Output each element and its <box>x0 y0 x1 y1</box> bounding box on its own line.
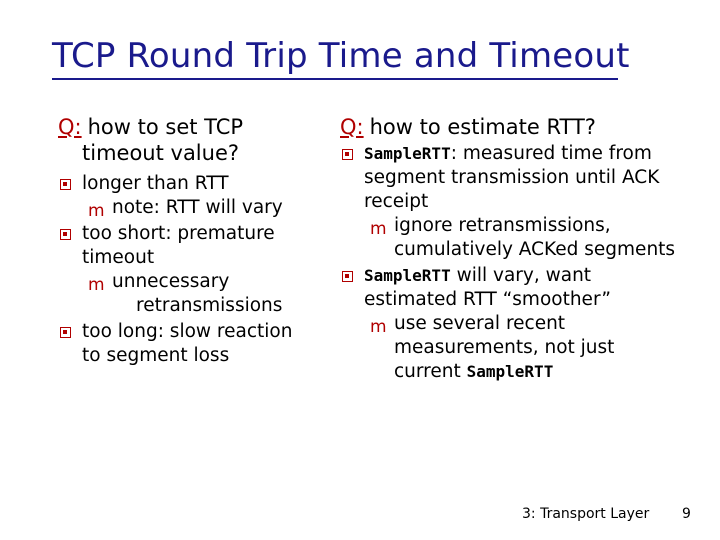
right-bullet-1-line3: receipt <box>364 191 429 212</box>
left-q-line2: timeout value? <box>82 141 240 165</box>
left-subbullet-1-text: note: RTT will vary <box>112 197 283 218</box>
left-bullet-3 <box>58 320 310 368</box>
m-bullet-icon: m <box>370 317 387 337</box>
left-question <box>58 114 310 166</box>
square-bullet-icon <box>342 271 353 282</box>
samplertt-code: SampleRTT <box>466 362 554 381</box>
left-subbullet-1 <box>58 196 310 220</box>
square-bullet-icon <box>60 179 71 190</box>
right-subbullet-2 <box>340 312 712 384</box>
right-bullet-1-line1: : measured time from <box>450 143 652 164</box>
right-bullet-2-line2: estimated RTT “smoother” <box>364 289 611 310</box>
left-bullet-1 <box>58 172 310 196</box>
left-q-line1: how to set TCP <box>87 115 244 139</box>
slide-title: TCP Round Trip Time and Timeout <box>52 36 630 76</box>
right-subbullet-2-line3: current <box>394 361 467 382</box>
left-bullet-2-line1: too short: premature <box>82 223 275 244</box>
page-number: 9 <box>682 506 691 522</box>
left-subbullet-2-line2: retransmissions <box>136 295 283 316</box>
footer-chapter: 3: Transport Layer <box>522 506 650 522</box>
left-bullet-3-line1: too long: slow reaction <box>82 321 293 342</box>
right-bullet-1-line2: segment transmission until ACK <box>364 167 660 188</box>
right-subbullet-2-line1: use several recent <box>394 313 566 334</box>
right-subbullet-1-line2: cumulatively ACKed segments <box>394 239 676 260</box>
right-bullet-2-line1: will vary, want <box>450 265 592 286</box>
m-bullet-icon: m <box>88 275 105 295</box>
left-q-mark: Q: <box>58 115 82 139</box>
square-bullet-icon <box>342 149 353 160</box>
right-q-mark: Q: <box>340 115 364 139</box>
right-bullet-2 <box>340 264 712 312</box>
m-bullet-icon: m <box>370 219 387 239</box>
left-bullet-3-line2: to segment loss <box>82 345 230 366</box>
left-column <box>58 114 310 368</box>
right-subbullet-1 <box>340 214 712 262</box>
samplertt-code: SampleRTT <box>364 144 451 163</box>
right-bullet-1 <box>340 142 712 214</box>
square-bullet-icon <box>60 327 71 338</box>
left-subbullet-2-line1: unnecessary <box>112 271 230 292</box>
samplertt-code: SampleRTT <box>364 266 451 285</box>
left-bullet-2-line2: timeout <box>82 247 155 268</box>
title-underline <box>52 78 618 80</box>
m-bullet-icon: m <box>88 201 105 221</box>
right-q-text: how to estimate RTT? <box>369 115 596 139</box>
left-bullet-1-text: longer than RTT <box>82 173 229 194</box>
right-subbullet-2-line2: measurements, not just <box>394 337 615 358</box>
right-question <box>340 114 712 140</box>
right-column <box>340 114 712 384</box>
right-subbullet-1-line1: ignore retransmissions, <box>394 215 611 236</box>
left-subbullet-2 <box>58 270 310 318</box>
square-bullet-icon <box>60 229 71 240</box>
left-bullet-2 <box>58 222 310 270</box>
